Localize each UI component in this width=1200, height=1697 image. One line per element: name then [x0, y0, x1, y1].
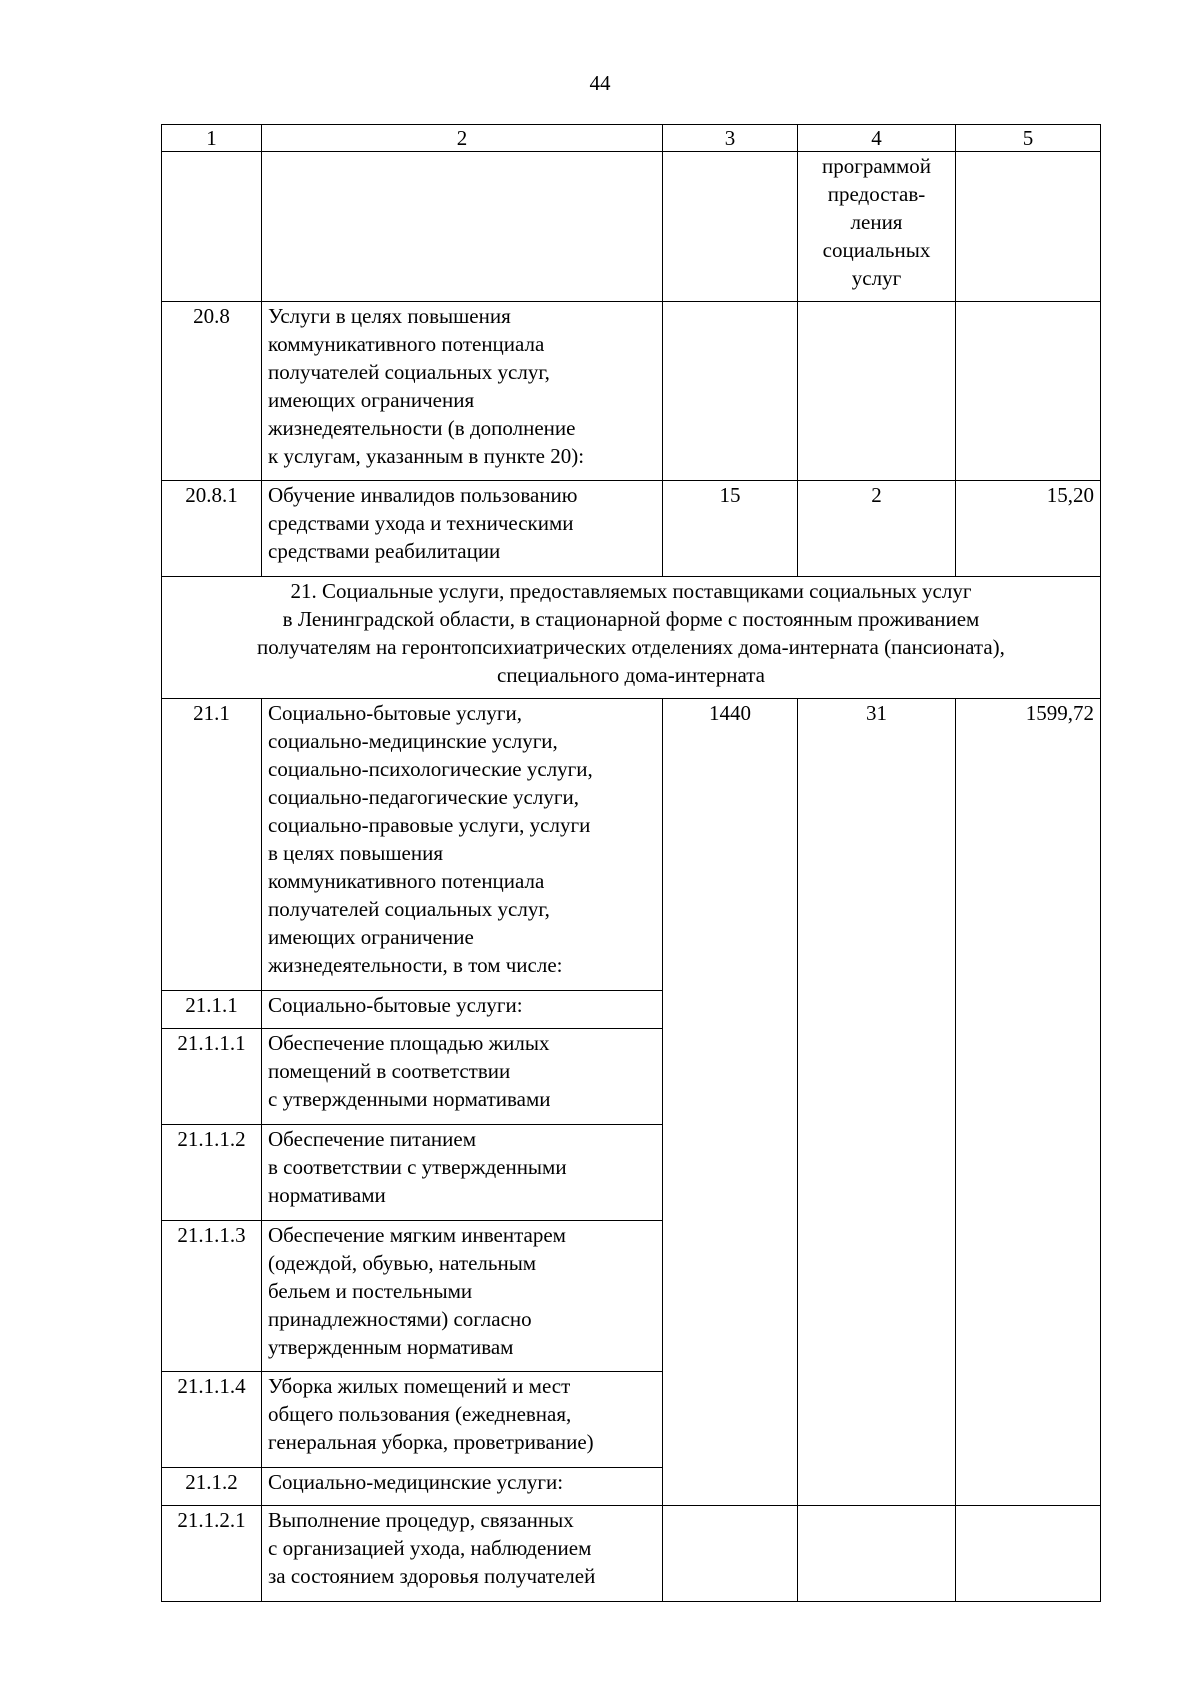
section-heading-row [162, 577, 1101, 699]
row-col5: 1599,72 [956, 699, 1101, 1506]
row-col4: 2 [798, 481, 956, 577]
row-number: 20.8.1 [162, 481, 262, 577]
row-number: 21.1.2.1 [162, 1506, 262, 1602]
row-description: Обеспечение питанием в соответствии с утвержденными нормативами [262, 1125, 663, 1221]
row-description: Социально-медицинские услуги: [262, 1468, 663, 1506]
continuation-row [162, 152, 1101, 302]
row-description: Выполнение процедур, связанных с организацией ухода, наблюдением за состоянием здоровья получателей [262, 1506, 663, 1602]
table-row [162, 699, 1101, 991]
row-number: 21.1.2 [162, 1468, 262, 1506]
section-heading: 21. Социальные услуги, предоставляемых поставщиками социальных услуг в Ленинградской области, в стационарной форме с постоянным проживанием получателям на геронтопсихиатрических отделениях дома-интерната (пансионата), специального дома-интерната [162, 577, 1101, 699]
row-col4 [798, 1506, 956, 1602]
row-number: 21.1.1.1 [162, 1029, 262, 1125]
page-number: 44 [589, 71, 611, 95]
row-description: Обеспечение площадью жилых помещений в соответствии с утвержденными нормативами [262, 1029, 663, 1125]
row-number: 21.1.1.4 [162, 1372, 262, 1468]
table-row [162, 302, 1101, 481]
tariff-table [161, 124, 1101, 1602]
header-cell-1: 1 [162, 125, 262, 152]
cell-empty [956, 152, 1101, 302]
header-cell-3: 3 [663, 125, 798, 152]
row-description: Услуги в целях повышения коммуникативного потенциала получателей социальных услуг, имеющих ограничения жизнедеятельности (в дополнение к услугам, указанным в пункте 20): [262, 302, 663, 481]
row-description: Социально-бытовые услуги: [262, 991, 663, 1029]
header-cell-4: 4 [798, 125, 956, 152]
table-row [162, 481, 1101, 577]
row-col5 [956, 1506, 1101, 1602]
header-cell-5: 5 [956, 125, 1101, 152]
row-col3: 15 [663, 481, 798, 577]
row-number: 20.8 [162, 302, 262, 481]
table-row [162, 1506, 1101, 1602]
cell-empty [162, 152, 262, 302]
header-cell-2: 2 [262, 125, 663, 152]
row-number: 21.1.1.3 [162, 1221, 262, 1372]
row-number: 21.1 [162, 699, 262, 991]
row-col4 [798, 302, 956, 481]
cell-empty [663, 152, 798, 302]
continuation-text: программой предостав- ления социальных услуг [798, 152, 956, 302]
row-col3 [663, 302, 798, 481]
row-number: 21.1.1 [162, 991, 262, 1029]
row-description: Обеспечение мягким инвентарем (одеждой, обувью, нательным бельем и постельными принадлежностями) согласно утвержденным нормативам [262, 1221, 663, 1372]
row-description: Обучение инвалидов пользованию средствами ухода и техническими средствами реабилитации [262, 481, 663, 577]
row-col5: 15,20 [956, 481, 1101, 577]
cell-empty [262, 152, 663, 302]
row-col5 [956, 302, 1101, 481]
row-description: Уборка жилых помещений и мест общего пользования (ежедневная, генеральная уборка, проветривание) [262, 1372, 663, 1468]
header-row [162, 125, 1101, 152]
row-col4: 31 [798, 699, 956, 1506]
row-col3 [663, 1506, 798, 1602]
row-description: Социально-бытовые услуги, социально-медицинские услуги, социально-психологические услуги, социально-педагогические услуги, социально-правовые услуги, услуги в целях повышения коммуникативного потенциала получателей социальных услуг, имеющих ограничение жизнедеятельности, в том числе: [262, 699, 663, 991]
row-col3: 1440 [663, 699, 798, 1506]
row-number: 21.1.1.2 [162, 1125, 262, 1221]
